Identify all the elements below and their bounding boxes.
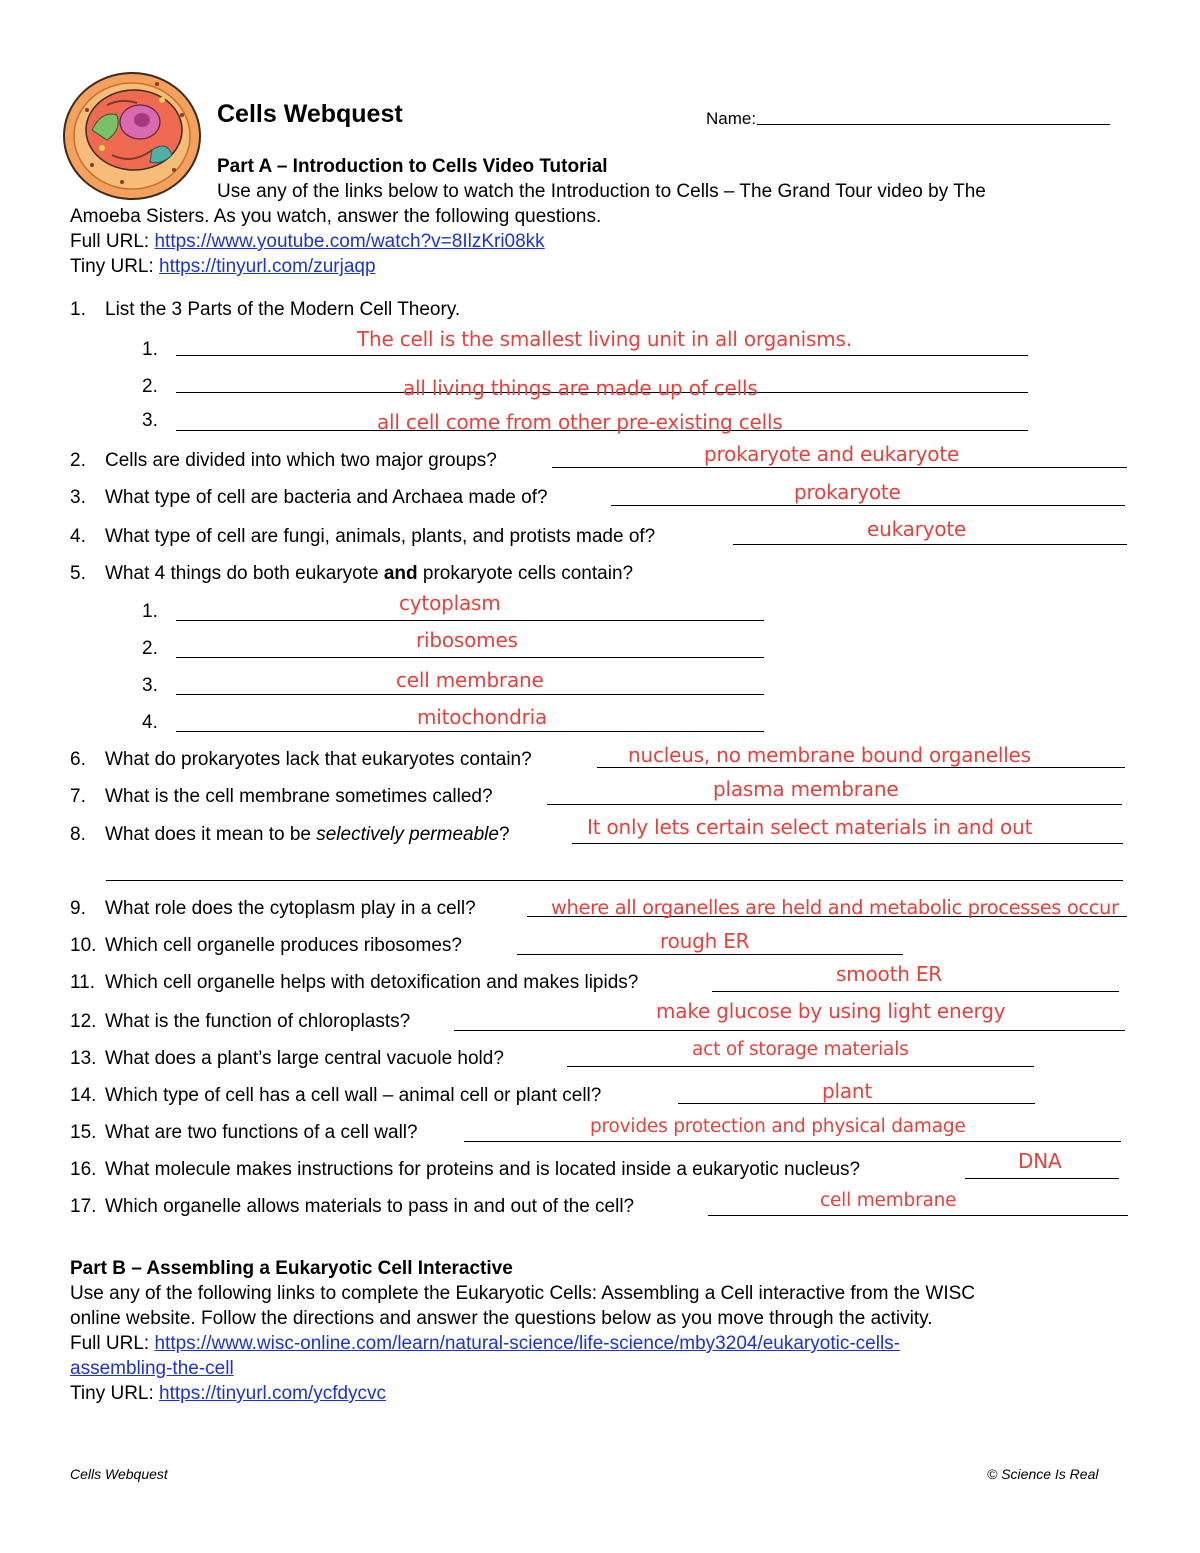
q2-text: Cells are divided into which two major groups? <box>105 450 497 471</box>
q15-number: 15. <box>70 1122 97 1143</box>
q6-text: What do prokaryotes lack that eukaryotes contain? <box>105 749 532 770</box>
q8-text-a: What does it mean to be <box>105 824 317 845</box>
q6-number: 6. <box>70 749 86 770</box>
q1-text: List the 3 Parts of the Modern Cell Theory. <box>105 299 461 320</box>
q9-text: What role does the cytoplasm play in a cell? <box>105 898 476 919</box>
part-a-tiny-url-row <box>70 256 376 278</box>
q2-answer: prokaryote and eukaryote <box>704 442 960 466</box>
q6-answer: nucleus, no membrane bound organelles <box>628 743 1031 767</box>
youtube-link[interactable]: https://www.youtube.com/watch?v=8IlzKri08kk <box>154 231 545 252</box>
q5-sub1-number: 1. <box>142 601 158 622</box>
q5-sub1-answer: cytoplasm <box>399 591 501 615</box>
q10-answer: rough ER <box>660 929 750 953</box>
q5-number: 5. <box>70 563 86 584</box>
q7-answer: plasma membrane <box>713 777 899 801</box>
part-b-full-url-row-2 <box>70 1358 234 1380</box>
part-b-heading: Part B – Assembling a Eukaryotic Cell Interactive <box>70 1258 513 1279</box>
part-a-heading: Part A – Introduction to Cells Video Tutorial <box>217 156 608 177</box>
q12-answer: make glucose by using light energy <box>656 999 1006 1023</box>
q10-number: 10. <box>70 935 97 956</box>
q8-text <box>105 824 510 846</box>
q14-text: Which type of cell has a cell wall – animal cell or plant cell? <box>105 1085 602 1106</box>
q7-text: What is the cell membrane sometimes called? <box>105 786 493 807</box>
q8-answer-line-2[interactable] <box>106 880 1123 881</box>
q5-sub1-answer-line[interactable] <box>176 620 764 621</box>
q10-answer-line[interactable] <box>517 954 903 955</box>
q10-text: Which cell organelle produces ribosomes? <box>105 935 462 956</box>
q1-sub2-answer: all living things are made up of cells <box>403 376 758 400</box>
q3-text: What type of cell are bacteria and Archaea made of? <box>105 487 548 508</box>
q15-answer-line[interactable] <box>464 1141 1121 1142</box>
q11-answer-line[interactable] <box>712 991 1119 992</box>
q16-answer: DNA <box>1018 1149 1062 1173</box>
q11-number: 11. <box>70 972 96 993</box>
q5-sub4-answer-line[interactable] <box>176 731 764 732</box>
q13-number: 13. <box>70 1048 97 1069</box>
part-b-intro-2: online website. Follow the directions and answer the questions below as you move through the activity. <box>70 1308 933 1329</box>
name-label: Name: <box>706 109 757 128</box>
q5-sub3-number: 3. <box>142 675 158 696</box>
q16-number: 16. <box>70 1159 97 1180</box>
q3-answer: prokaryote <box>794 480 901 504</box>
q1-sub1-answer: The cell is the smallest living unit in all organisms. <box>357 327 852 351</box>
q5-sub3-answer-line[interactable] <box>176 694 764 695</box>
part-b-full-url-label: Full URL: <box>70 1333 155 1354</box>
page-title: Cells Webquest <box>217 100 403 128</box>
q17-text: Which organelle allows materials to pass in and out of the cell? <box>105 1196 635 1217</box>
q12-number: 12. <box>70 1011 97 1032</box>
q5-text-bold: and <box>383 563 418 584</box>
footer-right: © Science Is Real <box>987 1466 1099 1482</box>
part-a-intro-2: Amoeba Sisters. As you watch, answer the following questions. <box>70 206 602 227</box>
part-b-intro-1: Use any of the following links to complete the Eukaryotic Cells: Assembling a Cell interactive from the WISC <box>70 1283 975 1304</box>
q11-text: Which cell organelle helps with detoxification and makes lipids? <box>105 972 639 993</box>
q4-text: What type of cell are fungi, animals, plants, and protists made of? <box>105 526 656 547</box>
q16-text: What molecule makes instructions for proteins and is located inside a eukaryotic nucleus? <box>105 1159 861 1180</box>
q13-text: What does a plant’s large central vacuole hold? <box>105 1048 504 1069</box>
q5-text-b: prokaryote cells contain? <box>417 563 634 584</box>
q8-answer-line[interactable] <box>572 843 1123 844</box>
q13-answer: act of storage materials <box>692 1039 909 1060</box>
q4-answer-line[interactable] <box>733 544 1127 545</box>
part-b-tinyurl-link[interactable]: https://tinyurl.com/ycfdycvc <box>159 1383 387 1404</box>
footer-left: Cells Webquest <box>70 1466 168 1482</box>
q5-text <box>105 563 633 585</box>
q12-answer-line[interactable] <box>454 1030 1125 1031</box>
q16-answer-line[interactable] <box>965 1178 1119 1179</box>
tiny-url-label: Tiny URL: <box>70 256 160 277</box>
q2-answer-line[interactable] <box>552 467 1127 468</box>
q11-answer: smooth ER <box>836 962 942 986</box>
part-b-tiny-url-row <box>70 1383 386 1405</box>
q1-sub1-number: 1. <box>142 339 158 360</box>
q5-sub4-answer: mitochondria <box>417 705 548 729</box>
q14-answer-line[interactable] <box>678 1103 1035 1104</box>
part-b-tiny-url-label: Tiny URL: <box>70 1383 160 1404</box>
q5-sub4-number: 4. <box>142 712 158 733</box>
q8-text-b: ? <box>498 824 510 845</box>
part-a-intro-1: Use any of the links below to watch the Introduction to Cells – The Grand Tour video by The <box>217 181 986 202</box>
q1-sub2-number: 2. <box>142 376 158 397</box>
q5-sub2-number: 2. <box>142 638 158 659</box>
q15-text: What are two functions of a cell wall? <box>105 1122 418 1143</box>
q3-number: 3. <box>70 487 86 508</box>
q5-sub2-answer-line[interactable] <box>176 657 764 658</box>
q12-text: What is the function of chloroplasts? <box>105 1011 411 1032</box>
q9-number: 9. <box>70 898 86 919</box>
q8-text-italic: selectively permeable <box>316 824 499 845</box>
q1-sub1-answer-line[interactable] <box>176 355 1028 356</box>
q5-text-a: What 4 things do both eukaryote <box>105 563 384 584</box>
full-url-label: Full URL: <box>70 231 155 252</box>
q5-sub3-answer: cell membrane <box>396 668 544 692</box>
q7-number: 7. <box>70 786 86 807</box>
q3-answer-line[interactable] <box>611 505 1125 506</box>
q13-answer-line[interactable] <box>567 1066 1034 1067</box>
q6-answer-line[interactable] <box>597 767 1125 768</box>
q2-number: 2. <box>70 450 86 471</box>
wisc-online-link-cont[interactable]: assembling-the-cell <box>70 1358 234 1379</box>
q14-answer: plant <box>822 1079 873 1103</box>
q17-answer: cell membrane <box>820 1190 957 1211</box>
part-b-full-url-row <box>70 1333 900 1355</box>
q1-sub3-number: 3. <box>142 410 158 431</box>
q8-number: 8. <box>70 824 86 845</box>
q9-answer: where all organelles are held and metabolic processes occur <box>551 896 1119 919</box>
cell-logo-icon <box>62 70 202 202</box>
q8-answer: It only lets certain select materials in and out <box>587 815 1033 839</box>
tinyurl-link[interactable]: https://tinyurl.com/zurjaqp <box>159 256 376 277</box>
part-a-full-url-row <box>70 231 545 253</box>
q15-answer: provides protection and physical damage <box>590 1116 966 1137</box>
q14-number: 14. <box>70 1085 97 1106</box>
q5-sub2-answer: ribosomes <box>416 628 518 652</box>
q7-answer-line[interactable] <box>547 804 1122 805</box>
q17-number: 17. <box>70 1196 97 1217</box>
q1-sub3-answer: all cell come from other pre-existing cells <box>377 410 783 434</box>
q4-number: 4. <box>70 526 86 547</box>
name-field[interactable] <box>757 124 1110 125</box>
wisc-online-link[interactable]: https://www.wisc-online.com/learn/natural-science/life-science/mby3204/eukaryotic-cells- <box>154 1333 900 1354</box>
q4-answer: eukaryote <box>867 517 967 541</box>
q1-number: 1. <box>70 299 86 320</box>
q17-answer-line[interactable] <box>708 1215 1128 1216</box>
